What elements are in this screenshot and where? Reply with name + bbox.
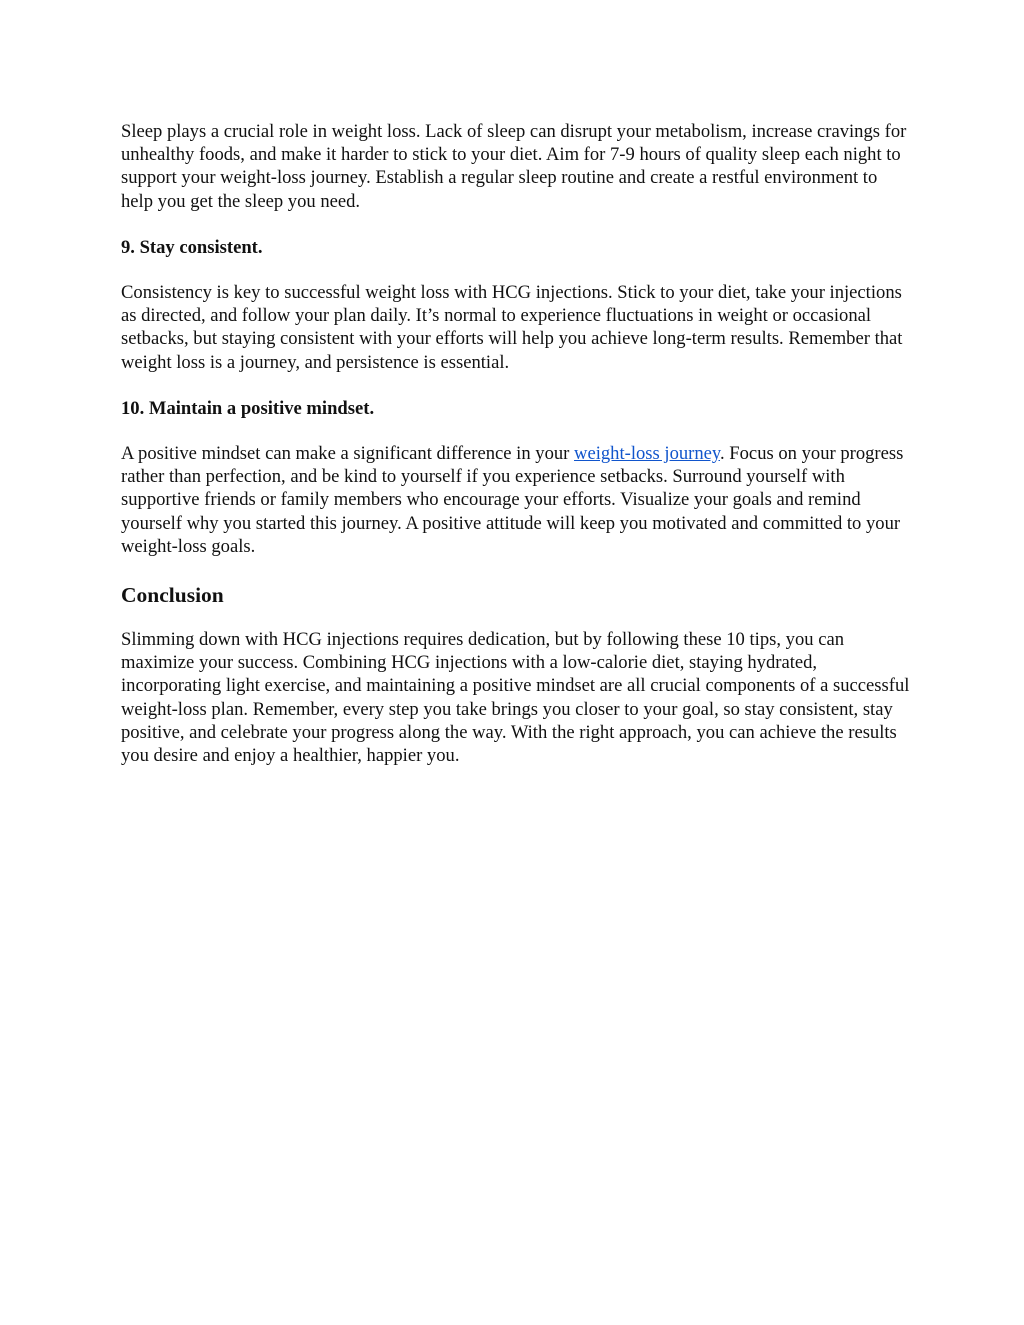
paragraph-conclusion: Slimming down with HCG injections requires dedication, but by following these 10 tips, you can maximize your success. Combining HCG injections with a low-calorie diet, staying hydrated, incorporating light exercise, and maintaining a positive mindset are all crucial components of a successful weight-loss plan. Remember, every step you take brings you closer to your goal, so stay consistent, stay positive, and celebrate your progress along the way. With the right approach, you can achieve the results you desire and enjoy a healthier, happier you. xyxy=(121,629,910,767)
weight-loss-journey-link[interactable]: weight-loss journey xyxy=(574,443,720,465)
mindset-text-after: . Focus on your progress rather than perfection, and be kind to yourself if you experience setbacks. Surround yourself with supportive friends or family members who encourage your efforts. Visualize your goals and remind yourself why you started this journey. A positive attitude will keep you motivated and committed to your weight-loss goals. xyxy=(121,443,904,557)
mindset-text-before: A positive mindset can make a significant difference in your xyxy=(121,443,575,465)
conclusion-title: Conclusion xyxy=(121,583,224,608)
paragraph-sleep: Sleep plays a crucial role in weight loss. Lack of sleep can disrupt your metabolism, increase cravings for unhealthy foods, and make it harder to stick to your diet. Aim for 7-9 hours of quality sleep each night to support your weight-loss journey. Establish a regular sleep routine and create a restful environment to help you get the sleep you need. xyxy=(121,121,907,212)
paragraph-mindset xyxy=(121,442,911,558)
paragraph-consistency: Consistency is key to successful weight loss with HCG injections. Stick to your diet, take your injections as directed, and follow your plan daily. It’s normal to experience fluctuations in weight or occasional setbacks, but staying consistent with your efforts will help you achieve long-term results. Remember that weight loss is a journey, and persistence is essential. xyxy=(121,282,903,373)
document-body xyxy=(121,120,911,767)
heading-stay-consistent: 9. Stay consistent. xyxy=(121,236,263,258)
heading-positive-mindset: 10. Maintain a positive mindset. xyxy=(121,397,375,419)
